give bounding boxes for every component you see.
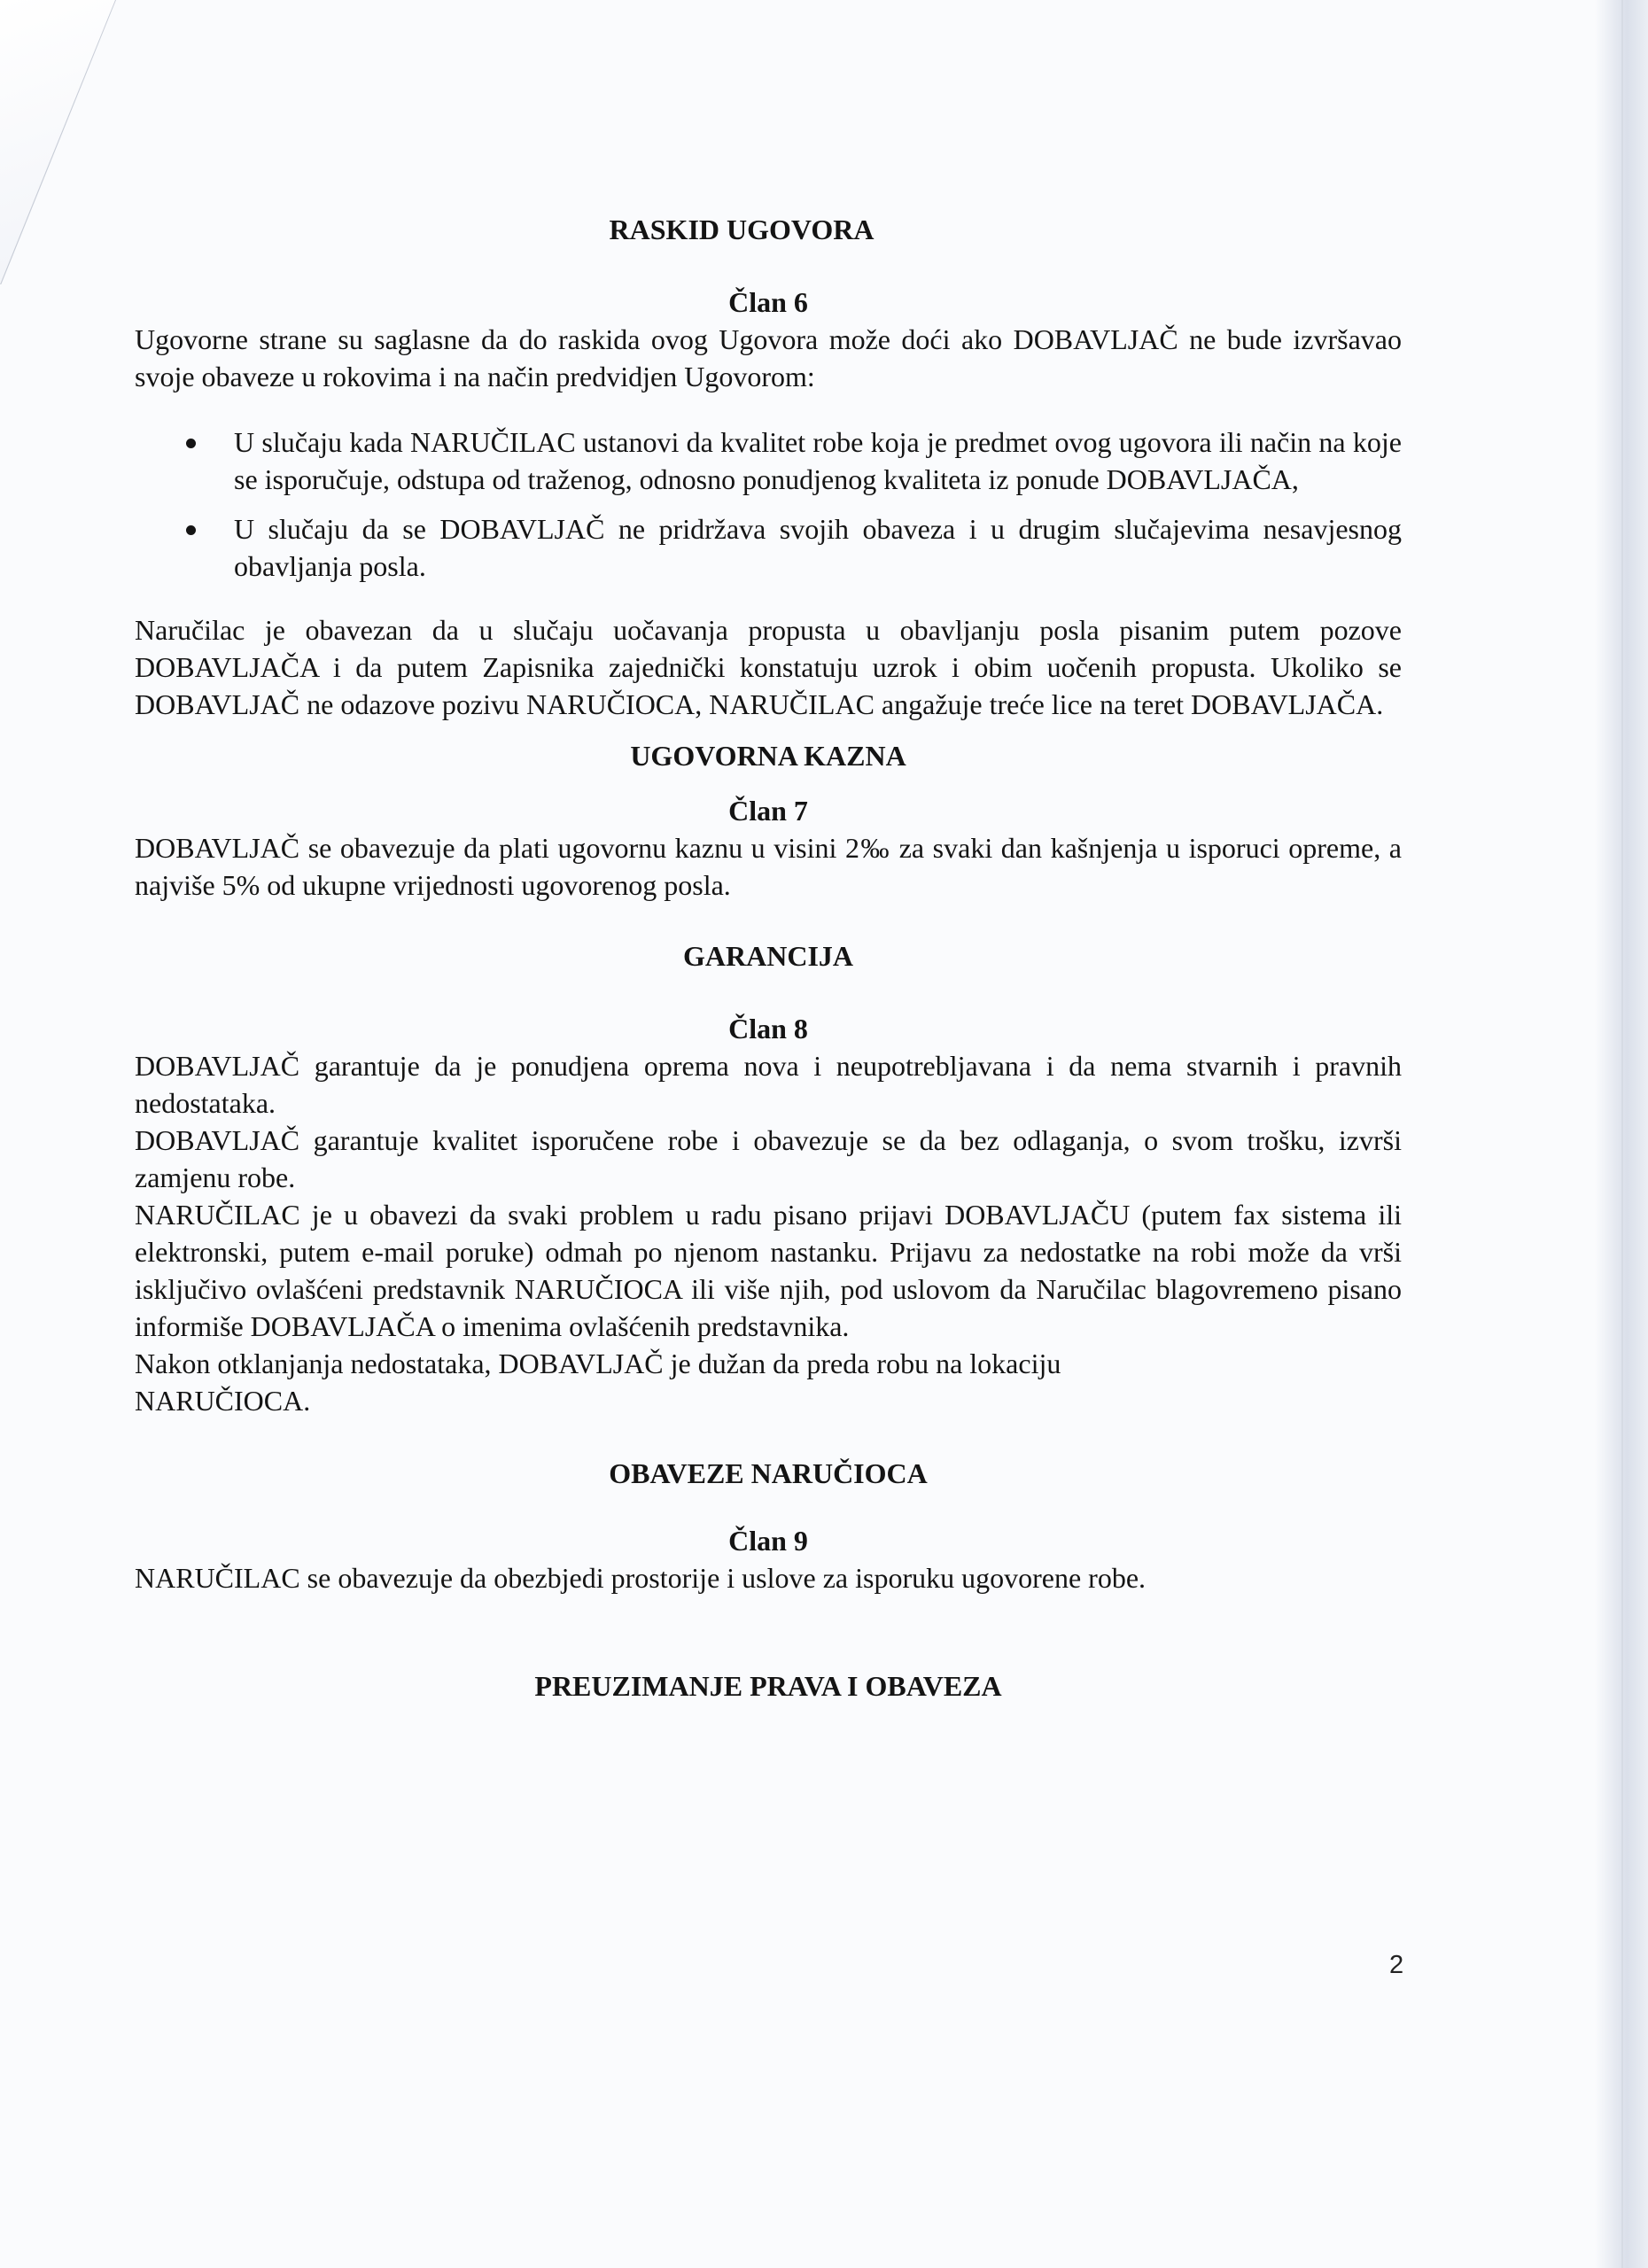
section-raskid-ugovora <box>135 211 1402 723</box>
section-garancija <box>135 937 1402 1419</box>
bullet-icon <box>186 525 196 535</box>
paragraph: DOBAVLJAČ garantuje da je ponudjena oprema nova i neupotrebljavana i da nema stvarnih i pravnih nedostataka. <box>135 1050 1402 1119</box>
section-heading: PREUZIMANJE PRAVA I OBAVEZA <box>534 1670 1002 1702</box>
section-preuzimanje-prava <box>135 1667 1402 1705</box>
paragraph: NARUČILAC je u obavezi da svaki problem u radu pisano prijavi DOBAVLJAČU (putem fax sistema ili elektronski, putem e-mail poruke) odmah po njenom nastanku. Prijavu za nedostatke na robi može da vrši isključivo ovlašćeni predstavnik NARUČIOCA ili više njih, pod uslovom da Naručilac blagovremeno pisano informiše DOBAVLJAČA o imenima ovlašćenih predstavnika. <box>135 1199 1402 1342</box>
article-number: Član 6 <box>728 286 808 318</box>
paragraph: Naručilac je obavezan da u slučaju uočavanja propusta u obavljanju posla pisanim putem pozove DOBAVLJAČA i da putem Zapisnika zajednički konstatuju uzrok i obim uočenih propusta. Ukoliko se DOBAVLJAČ ne odazove pozivu NARUČIOCA, NARUČILAC angažuje treće lice na teret DOBAVLJAČA. <box>135 614 1402 720</box>
list-item-text: U slučaju da se DOBAVLJAČ ne pridržava svojih obaveza i u drugim slučajevima nesavjesnog obavljanja posla. <box>234 513 1402 582</box>
section-heading: RASKID UGOVORA <box>609 214 875 245</box>
scan-right-edge-line <box>1621 0 1623 2268</box>
section-obaveze-narucioca <box>135 1455 1402 1596</box>
bullet-icon <box>186 439 196 448</box>
article-number: Član 9 <box>728 1525 808 1557</box>
paragraph: DOBAVLJAČ garantuje kvalitet isporučene robe i obavezuje se da bez odlaganja, o svom trošku, izvrši zamjenu robe. <box>135 1124 1402 1193</box>
list-item <box>135 423 1402 498</box>
section-ugovorna-kazna <box>135 737 1402 904</box>
paragraph: NARUČILAC se obavezuje da obezbjedi prostorije i uslove za isporuku ugovorene robe. <box>135 1562 1147 1594</box>
list-item-text: U slučaju kada NARUČILAC ustanovi da kvalitet robe koja je predmet ovog ugovora ili način na koje se isporučuje, odstupa od traženog, odnosno ponudjenog kvaliteta iz ponude DOBAVLJAČA, <box>234 426 1402 495</box>
paragraph: DOBAVLJAČ se obavezuje da plati ugovornu kaznu u visini 2‰ za svaki dan kašnjenja u isporuci opreme, a najviše 5% od ukupne vrijednosti ugovorenog posla. <box>135 832 1402 901</box>
section-heading: OBAVEZE NARUČIOCA <box>609 1457 928 1489</box>
list-item <box>135 510 1402 585</box>
bullet-list <box>135 423 1402 585</box>
section-heading: GARANCIJA <box>683 940 853 972</box>
paragraph: Nakon otklanjanja nedostataka, DOBAVLJAČ je dužan da preda robu na lokaciju NARUČIOCA. <box>135 1348 1061 1417</box>
document-body <box>135 211 1402 1705</box>
paragraph: Ugovorne strane su saglasne da do raskida ovog Ugovora može doći ako DOBAVLJAČ ne bude izvršavao svoje obaveze u rokovima i na način predvidjen Ugovorom: <box>135 323 1402 392</box>
article-number: Član 7 <box>728 795 808 827</box>
article-number: Član 8 <box>728 1013 808 1045</box>
page-number: 2 <box>1389 1951 1404 1979</box>
section-heading: UGOVORNA KAZNA <box>630 740 906 772</box>
